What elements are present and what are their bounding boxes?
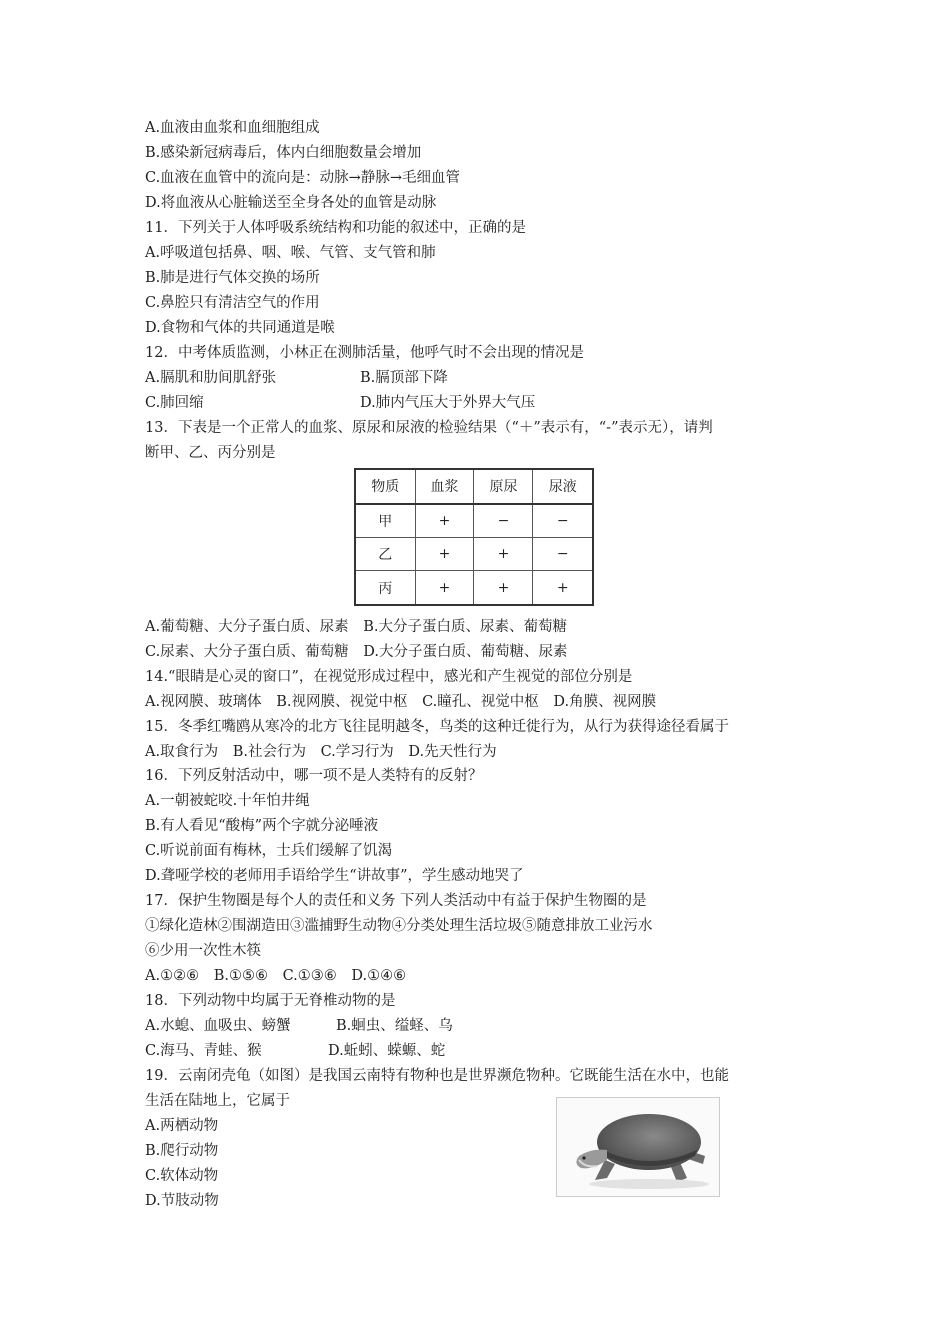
q14-option-d: D.角膜、视网膜 xyxy=(553,694,657,710)
q17-option-d: D.①④⑥ xyxy=(351,968,407,984)
table-cell: 丙 xyxy=(355,571,415,605)
q13-options-row1 xyxy=(145,617,577,637)
q11-option-d: D.食物和气体的共同通道是喉 xyxy=(145,320,335,336)
q14-stem: 14.“眼睛是心灵的窗口”，在视觉形成过程中，感光和产生视觉的部位分别是 xyxy=(145,669,633,685)
q19-option-b: B.爬行动物 xyxy=(145,1143,219,1159)
table-row xyxy=(355,571,593,605)
q12-option-d: D.肺内气压大于外界大气压 xyxy=(360,395,536,411)
q17-options xyxy=(145,966,416,986)
q12-option-b: B.膈顶部下降 xyxy=(360,370,448,386)
q10-option-b: B.感染新冠病毒后，体内白细胞数量会增加 xyxy=(145,145,422,161)
q13-options-row2 xyxy=(145,642,578,662)
table-header-cell: 原尿 xyxy=(474,469,533,504)
q17-items-line2: ⑥少用一次性木筷 xyxy=(145,943,261,959)
table-row xyxy=(355,504,593,538)
q18-option-c: C.海马、青蛙、猴 xyxy=(145,1043,262,1059)
table-cell: + xyxy=(474,571,533,605)
q19-option-c: C.软体动物 xyxy=(145,1168,219,1184)
q19-option-d: D.节肢动物 xyxy=(145,1193,219,1209)
table-cell: − xyxy=(474,504,533,538)
q18-option-b: B.蛔虫、缢蛏、乌 xyxy=(336,1018,453,1034)
q18-option-a: A.水螅、血吸虫、螃蟹 xyxy=(145,1018,291,1034)
table-header-cell: 血浆 xyxy=(415,469,474,504)
q12-option-a: A.膈肌和肋间肌舒张 xyxy=(145,370,277,386)
q16-option-a: A.一朝被蛇咬.十年怕井绳 xyxy=(145,793,310,809)
q18-stem: 18．下列动物中均属于无脊椎动物的是 xyxy=(145,993,396,1009)
table-cell: + xyxy=(415,571,474,605)
table-cell: − xyxy=(533,504,593,538)
q17-option-a: A.①②⑥ xyxy=(145,968,200,984)
q17-option-b: B.①⑤⑥ xyxy=(213,968,268,984)
q19-stem-line2: 生活在陆地上，它属于 xyxy=(145,1093,290,1109)
q19-stem-line1: 19．云南闭壳龟（如图）是我国云南特有物种也是世界濒危物种。它既能生活在水中，也能 xyxy=(145,1068,729,1084)
q15-stem: 15．冬季红嘴鸥从寒冷的北方飞往昆明越冬，鸟类的这种迁徙行为，从行为获得途径看属于 xyxy=(145,719,729,735)
q15-option-b: B.社会行为 xyxy=(232,744,306,760)
q19-option-a: A.两栖动物 xyxy=(145,1118,219,1134)
q17-stem: 17．保护生物圈是每个人的责任和义务 下列人类活动中有益于保护生物圈的是 xyxy=(145,893,647,909)
q15-option-c: C.学习行为 xyxy=(320,744,394,760)
table-cell: + xyxy=(533,571,593,605)
q13-table xyxy=(354,468,594,606)
q18-option-d: D.蚯蚓、蝾螈、蛇 xyxy=(328,1043,446,1059)
q16-option-b: B.有人看见“酸梅”两个字就分泌唾液 xyxy=(145,818,379,834)
q13-stem-line1: 13．下表是一个正常人的血浆、原尿和尿液的检验结果（“＋”表示有，“-”表示无），请判 xyxy=(145,420,713,436)
table-cell: − xyxy=(533,538,593,571)
turtle-illustration xyxy=(556,1097,720,1197)
q14-option-a: A.视网膜、玻璃体 xyxy=(145,694,262,710)
q11-stem: 11．下列关于人体呼吸系统结构和功能的叙述中，正确的是 xyxy=(145,220,526,236)
q10-option-c: C.血液在血管中的流向是：动脉→静脉→毛细血管 xyxy=(145,170,460,186)
table-header-cell: 物质 xyxy=(355,469,415,504)
q13-option-b: B.大分子蛋白质、尿素、葡萄糖 xyxy=(363,619,567,635)
q15-option-d: D.先天性行为 xyxy=(408,744,497,760)
q11-option-b: B.肺是进行气体交换的场所 xyxy=(145,270,320,286)
table-header-cell: 尿液 xyxy=(533,469,593,504)
turtle-icon xyxy=(557,1098,719,1196)
q17-option-c: C.①③⑥ xyxy=(282,968,337,984)
q16-option-d: D.聋哑学校的老师用手语给学生“讲故事”，学生感动地哭了 xyxy=(145,868,524,884)
table-cell: + xyxy=(415,538,474,571)
q15-options xyxy=(145,742,507,762)
q10-option-d: D.将血液从心脏输送至全身各处的血管是动脉 xyxy=(145,195,437,211)
table-cell: + xyxy=(415,504,474,538)
q16-option-c: C.听说前面有梅林，士兵们缓解了饥渴 xyxy=(145,843,393,859)
q10-option-a: A.血液由血浆和血细胞组成 xyxy=(145,120,320,136)
q11-option-c: C.鼻腔只有清洁空气的作用 xyxy=(145,295,320,311)
table-row xyxy=(355,538,593,571)
q15-option-a: A.取食行为 xyxy=(145,744,219,760)
q17-items-line1: ①绿化造林②围湖造田③滥捕野生动物④分类处理生活垃圾⑤随意排放工业污水 xyxy=(145,918,653,934)
q13-option-c: C.尿素、大分子蛋白质、葡萄糖 xyxy=(145,644,349,660)
q14-options xyxy=(145,692,666,712)
table-cell: 乙 xyxy=(355,538,415,571)
q12-option-c: C.肺回缩 xyxy=(145,395,204,411)
table-cell: + xyxy=(474,538,533,571)
table-cell: 甲 xyxy=(355,504,415,538)
q13-option-d: D.大分子蛋白质、葡萄糖、尿素 xyxy=(363,644,568,660)
q16-stem: 16．下列反射活动中，哪一项不是人类特有的反射？ xyxy=(145,768,483,784)
q12-stem: 12．中考体质监测，小林正在测肺活量，他呼气时不会出现的情况是 xyxy=(145,345,584,361)
q13-option-a: A.葡萄糖、大分子蛋白质、尿素 xyxy=(145,619,349,635)
q14-option-b: B.视网膜、视觉中枢 xyxy=(276,694,408,710)
table-header-row xyxy=(355,469,593,504)
q14-option-c: C.瞳孔、视觉中枢 xyxy=(422,694,539,710)
q13-stem-line2: 断甲、乙、丙分别是 xyxy=(145,445,276,461)
q11-option-a: A.呼吸道包括鼻、咽、喉、气管、支气管和肺 xyxy=(145,245,436,261)
